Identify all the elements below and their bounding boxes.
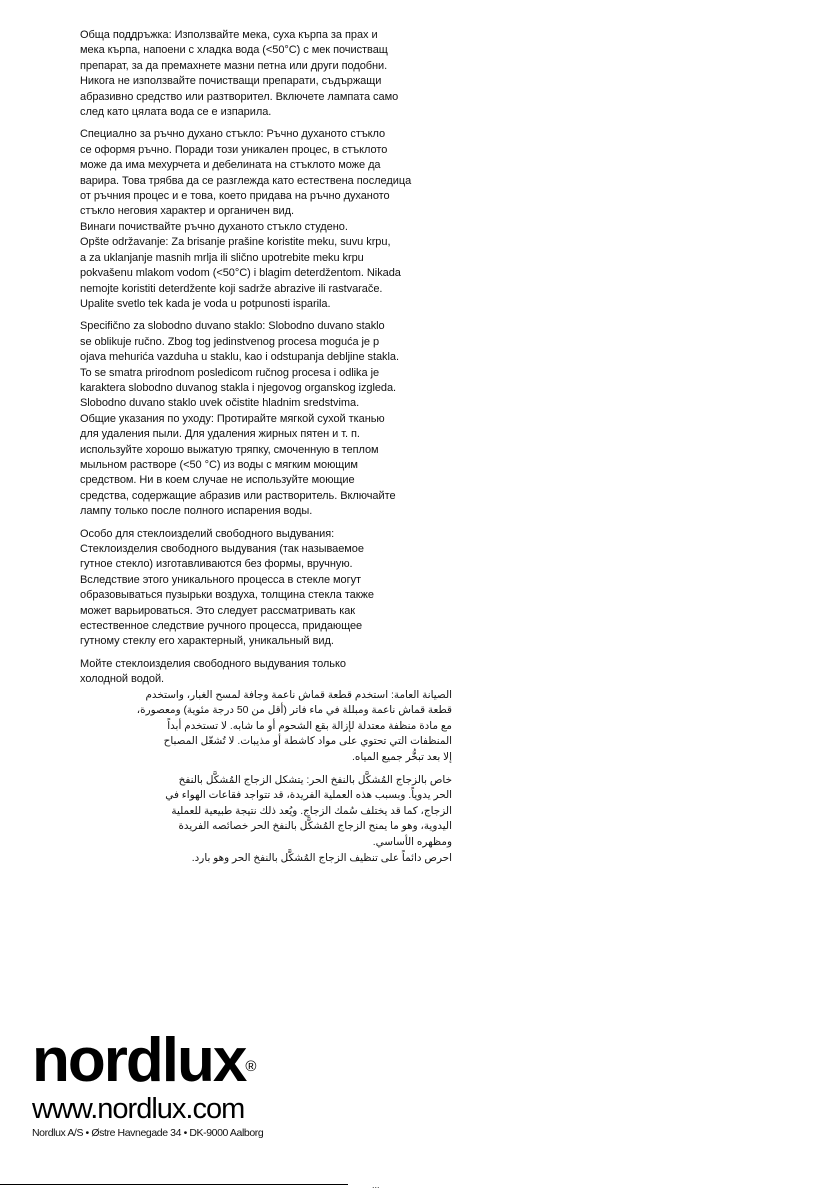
- company-address: Nordlux A/S • Østre Havnegade 34 • DK-9000 Aalborg: [32, 1127, 264, 1139]
- paragraph: Особо для стеклоизделий свободного выдувания: Стеклоизделия свободного выдувания (так называемое гутное стекло) изготавливаются без формы, вручную. Вследствие этого уникального процесса в стекле могут образовываться пузырьки воздуха, толщина стекла также может варьироваться. Это следует рассматривать как естественное следствие ручного процесса, придающее гутному стеклу его характерный, уникальный вид.: [80, 527, 374, 648]
- registered-mark: ®: [245, 1058, 255, 1075]
- paragraph: Специално за ръчно духано стъкло: Ръчно духаното стъкло се оформя ръчно. Поради този уникален процес, в стъклото може да има мехурчета и дебелината на стъклото може да варира. Това трябва да се разглежда като естествена последица от ръчния процес и е това, което придава на ръчно духаното стъкло неговия характер и органичен вид.: [80, 128, 412, 218]
- arabic-paragraph: الصيانة العامة: استخدم قطعة قماش ناعمة وجافة لمسح الغبار، واستخدم قطعة قماش ناعمة ومبللة في ماء فاتر (أقل من 50 درجة مئوية) ومعصورة، مع مادة منظفة معتدلة لإزالة بقع الشحوم أو ما شابه. لا تستخدم أبداً المنظفات التي تحتوي على مواد كاشطة أو مذيبات. لا تُشغّل المصباح إلا بعد تبخُّر جميع المياه.: [136, 689, 452, 764]
- paragraph: Slobodno duvano staklo uvek očistite hladnim sredstvima.: [80, 397, 360, 410]
- logo-text: nordlux: [32, 1026, 246, 1095]
- paragraph: Specifično za slobodno duvano staklo: Slobodno duvano staklo se oblikuje ručno. Zbog tog jedinstvenog procesa moguća je p ojava mehurića vazduha u staklu, kao i odstupanja debljine stakla. To se smatra prirodnom posledicom ručnog procesa i odlika je karaktera slobodno duvanog stakla i njegovog organskog izgleda.: [80, 320, 399, 394]
- footer-text: ...: [372, 1180, 380, 1190]
- arabic-paragraph: احرص دائماً على تنظيف الزجاج المُشكَّل بالنفخ الحر وهو بارد.: [191, 852, 452, 864]
- arabic-paragraph: خاص بالزجاج المُشكَّل بالنفخ الحر: يتشكل الزجاج المُشكَّل بالنفخ الحر يدوياً. وبسبب هذه العملية الفريدة، قد تتواجد فقاعات الهواء في الزجاج، كما قد يختلف سُمك الزجاج. ويُعد ذلك نتيجة طبيعية للعملية اليدوية، وهو ما يمنح الزجاج المُشكَّل بالنفخ الحر خصائصه الفريدة ومظهره الأساسي.: [165, 774, 452, 848]
- footer-rule: [0, 1184, 348, 1185]
- paragraph: Opšte održavanje: Za brisanje prašine koristite meku, suvu krpu, a za uklanjanje masnih mrlja ili slično upotrebite meku krpu pokvašenu mlakom vodom (<50°C) i blagim deterdžentom. Nikada nemojte koristiti deterdžente koji sadrže abrazive ili rastvarače. Upalite svetlo tek kada je voda u potpunosti isparila.: [80, 236, 401, 310]
- nordlux-logo: [32, 1026, 432, 1095]
- brand-block: [32, 1026, 432, 1140]
- care-instructions: [80, 28, 452, 866]
- website-url[interactable]: www.nordlux.com: [32, 1093, 245, 1125]
- paragraph: Мойте стеклоизделия свободного выдувания только холодной водой.: [80, 657, 346, 686]
- paragraph: Общие указания по уходу: Протирайте мягкой сухой тканью для удаления пыли. Для удаления жирных пятен и т. п. используйте хорошо выжатую тряпку, смоченную в теплом мыльном растворе (<50 °C) из воды с мягким моющим средством. Ни в коем случае не используйте моющие средства, содержащие абразив или растворитель. Включайте лампу только после полного испарения воды.: [80, 412, 396, 518]
- paragraph: Винаги почиствайте ръчно духаното стъкло студено.: [80, 220, 348, 233]
- paragraph: Обща поддръжка: Използвайте мека, суха кърпа за прах и мека кърпа, напоени с хладка вода (<50°C) с мек почистващ препарат, за да премахнете мазни петна или други подобни. Никога не използвайте почистващи препарати, съдържащи абразивно средство или разтворител. Включете лампата само след като цялата вода се е изпарила.: [80, 29, 399, 119]
